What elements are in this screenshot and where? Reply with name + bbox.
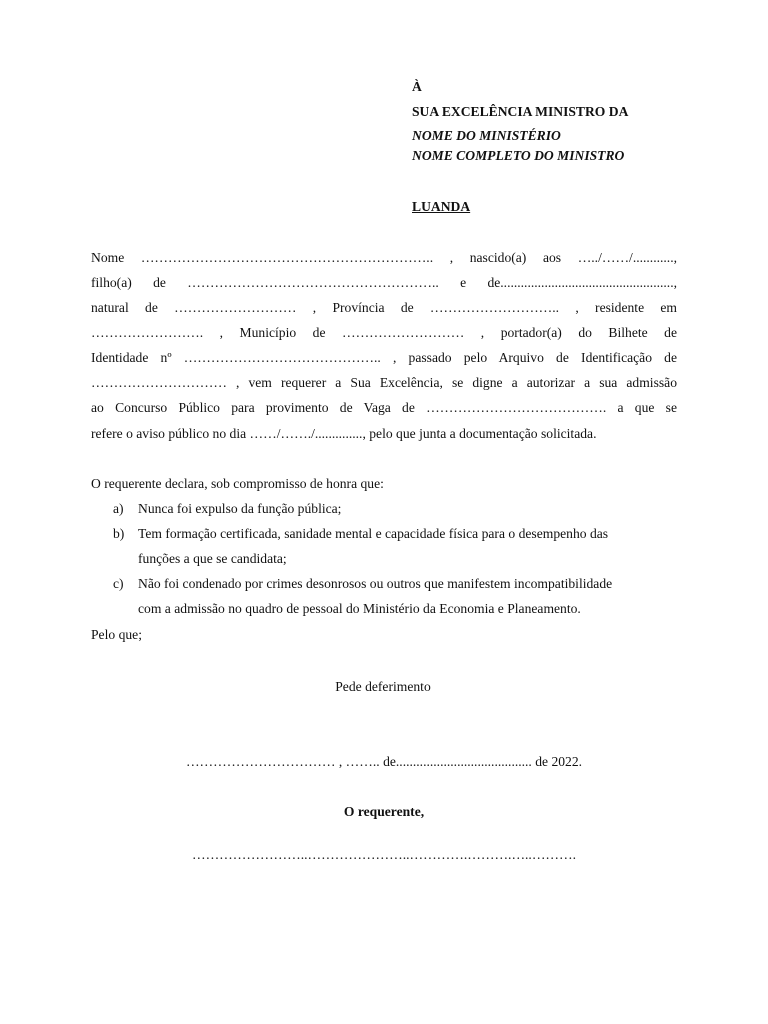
addressee-line1: SUA EXCELÊNCIA MINISTRO DA	[412, 104, 629, 119]
declaration-item-b	[113, 525, 677, 543]
declaration-item-b-cont: funções a que se candidata;	[138, 551, 287, 566]
date-line: …………………………… , …….. de........................................ de 2022.	[185, 754, 583, 769]
list-item-text: Nunca foi expulso da função pública;	[138, 501, 342, 516]
list-item-text: Tem formação certificada, sanidade mental e capacidade física para o desempenho das	[138, 526, 609, 541]
body-line-2: filho(a) de ……………………………………………….. e de...................................................,	[91, 275, 677, 290]
body-line-4: ……………………. , Município de ……………………… , portador(a) do Bilhete de	[91, 325, 677, 340]
city-name: LUANDA	[412, 199, 471, 214]
declaration-item-a	[113, 500, 677, 518]
list-marker: c)	[113, 576, 124, 591]
body-line-8: refere o aviso público no dia ……/……./.............., pelo que junta a documentação solicitada.	[91, 426, 597, 441]
body-line-5: Identidade nº …………………………………….. , passado pelo Arquivo de Identificação de	[91, 350, 677, 365]
list-item-text: Não foi condenado por crimes desonrosos ou outros que manifestem incompatibilidade	[138, 576, 613, 591]
declaration-closing: Pelo que;	[91, 627, 142, 642]
declaration-intro: O requerente declara, sob compromisso de honra que:	[91, 476, 384, 491]
body-line-7: ao Concurso Público para provimento de Vaga de …………………………………. a que se	[91, 400, 677, 415]
body-line-6: ………………………… , vem requerer a Sua Excelência, se digne a autorizar a sua admissão	[91, 375, 677, 390]
body-line-1: Nome ……………………………………………………….. , nascido(a) aos …../……/............,	[91, 250, 677, 265]
pede-deferimento: Pede deferimento	[335, 679, 431, 694]
declaration-item-c	[113, 575, 677, 593]
list-marker: b)	[113, 526, 125, 541]
ministry-name: NOME DO MINISTÉRIO	[412, 128, 561, 143]
requerente-label: O requerente,	[343, 804, 425, 819]
declaration-item-c-cont: com a admissão no quadro de pessoal do Ministério da Economia e Planeamento.	[138, 601, 581, 616]
signature-line: ……………………..…………………..………….……….…..……….	[191, 847, 577, 862]
minister-name: NOME COMPLETO DO MINISTRO	[412, 148, 625, 163]
addressee-prefix: À	[412, 79, 422, 94]
list-marker: a)	[113, 501, 124, 516]
body-line-3: natural de ……………………… , Província de ……………………….. , residente em	[91, 300, 677, 315]
